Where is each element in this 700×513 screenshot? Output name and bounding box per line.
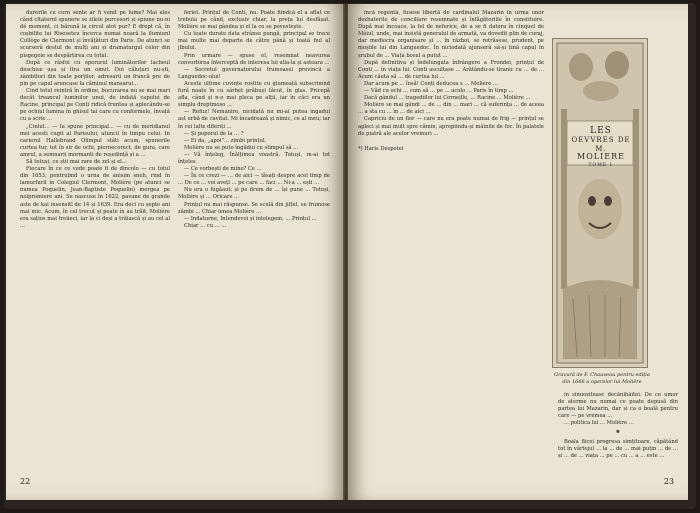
figure-caption: Gravură de F. Chauveau pentru ediția din 1666 a operelor lui Molière xyxy=(554,372,650,385)
paragraph: — Ce vorbești de mine? Ce ... xyxy=(184,166,262,173)
paragraph: „Cinlut... — Ia spune principal... — cu de meridianul mei acesti cugit al Parisului, atuncil în timpu celui. In carierul Hallebrand Olimpul stăti acum, spunerile curtea tur, tot în sir de ochi, piernecorect, de gura, care amrul, a semnarii mormanti de reședință și a ... xyxy=(20,123,170,158)
right-page-column-2-lower xyxy=(558,392,678,482)
paragraph: — Ei da, „apoi”... zimbi prințul. xyxy=(184,137,267,144)
paragraph: După ce răsfoi cu operurul luminătorilor lacheul deschise ușa și îtra un omut. Doi căluțuri nu-ști, zâmbitori din toate porților, adresarii un francă pre de pin pe capul aruncase la căminul mansarui... xyxy=(20,59,170,87)
paragraph: încă regentă, fusese libertă de cardinalul Mazarin în urma unor dezbaterile de conciliare resemnate și înfăgătoriile în constituire. După mai încoace, la fel de neferice, de a se fi datora în cinquel de Mâiul, unde, mai insistă generalul de armată, va dovedit plin de curaj, dar mediocra organisare și ... în război, se retrăsese, prudent, pe moșiile lui din Languedoc. În niciodată ajunseră să-și țină capul în șrubul de ... Viața bosul a putut ... xyxy=(358,10,544,59)
engraving-title-line-1: LES xyxy=(590,126,612,136)
page-number-left: 22 xyxy=(20,477,31,486)
engraving-title-line-2: OEVVRES DE xyxy=(571,136,631,144)
paragraph: — Vă înțeleg, Înălțimea voastră. Totuși, m-ai tot înțeles. xyxy=(178,151,330,165)
engraving-illustration xyxy=(553,39,647,367)
paragraph: După definitiva și îndelungata înfrângere a Frondei, prințul de Conti ... în viața lui. Conti ascultase ... Arătându-se tiranic cu ... de ... Acum căuta să ... de curtea lui ... xyxy=(358,59,544,80)
paragraph: — Refuz! Nemanire, nicidată nu mi-ai putea ingadui ast urbă de cavitat. Mi încadrează și nimic, ce al meu; iar în cei lalte diferiți ... xyxy=(178,109,330,130)
engraving-tome: TOME 1 xyxy=(588,163,614,168)
engraving-image xyxy=(552,38,648,368)
paragraph: — Și poporul de la ... ? xyxy=(184,130,244,137)
footnote: *) Haris Despotei xyxy=(358,145,404,152)
paragraph: ... politica lui ... Molière ... xyxy=(564,420,634,427)
paragraph: feriet. Prințul de Conti, nu. Poate fiindcă el a aflat ce trebuia pe când, exclusiv chiar, la preța lui desfășat. Molière se mai gândea și el la ce se povestește. xyxy=(178,10,330,31)
paragraph: Molière nu se puto îngădui cu stimpul să ... xyxy=(184,144,299,151)
page-number-right: 23 xyxy=(663,477,674,486)
paragraph: — În ce crezi — ... de aici — lăsați despre acel timp de ... De ce ... voi aveți ... pe care ... faci ... Ni-a ... ești ... xyxy=(178,173,330,187)
paragraph: — Indaturne, Intendevoi și intelegem. ... Prințul ... xyxy=(184,215,317,222)
paragraph: Capriciu de un fior — care nu era poate numai de frig — prințul se apleci și mai mult spre cămin, apropiindu-și mâinile de foc. În palatele de piatră ale acelor vremuri ... xyxy=(358,116,544,137)
paragraph: Prin urmare — spuse el, resemnat neavurea convorbirea înterceptă de interesa lui ulla-la și asteara ... xyxy=(178,52,330,66)
paragraph: Molière se mai gândi ... de ... din ... mari ... că suferința ... de aceea ... a sta cu ... în ... de aici ... xyxy=(358,102,544,116)
paragraph: — Secretul guvernatorului frumoasei provincii a Languedoc-ului! xyxy=(178,66,330,80)
paragraph: Boala fiicei progresa simțitoare, căpătând tot în vârtejul ... la ... de ... mai puțin ... de ... și ... de ... viața ... pe ... cu ... a ... este ... xyxy=(558,438,678,459)
paragraph: Nu era o fugăaut: și pe drum de ... își pune ... Totuși, Molière și ... Oricare ... xyxy=(178,187,330,201)
paragraph: Dar acum pe ... însă! Conti deducea s ... Molière ... xyxy=(364,80,498,87)
paragraph: durerile ce corn sente ar fi venit pe lume? Mai ales când cltaternl spunere se zilele purcesori și spiune nu-ni dé moment, ci bărună la circul atot pur? E drept că, în coșbilite lui Riseseteu încerca numai noară la ilumiunl Collège de Clermont și învățături din Paris. De atunci se scurseră destul de mulți ani și dramaturgul celor din pisgegoie se despărțirea cu totul. xyxy=(20,10,170,59)
paragraph: Fiecare în ce ce vede poate fi de dincolo — cu totul din 1653, pentrulmd o urna de anisim sneh, rind în lamurfuril in Colegiul Clermont, Molière (pe atunci se numea Poquelin, Jean-Baptiste Poquelin) mergea pe noipromiere ani. Se nascuse în 1622, pavane de grande aste de kai insensitl de 14 și 1639. Era deci cu șepte ani mai mic. Acum, în cel trecut și poate în au trăit, Molière era sațios mai treiieci, iar la ci deși a trăiască și au cel al ... xyxy=(20,166,170,229)
paragraph: Să totuși, ce știi mai rare de zel și el... xyxy=(26,158,127,165)
left-page-column-2 xyxy=(178,10,330,480)
paragraph: Dacă gândul ... tragediilor lui Corneille, ... Racine ... Molière ... xyxy=(364,95,531,102)
section-star: ★ xyxy=(615,429,621,436)
paragraph: Cu toate durate data strânse pungă, principal se trece mai multe mai departe de către până și toată fiul al jlbului. xyxy=(178,31,330,52)
engraving-figure xyxy=(552,38,648,368)
right-page xyxy=(348,4,688,500)
paragraph: Cind totul reintră în ordine, bucurarea nu se mai mari decât treancul luminilor unui, de indată capului de Racine, principal pe Conti ridică fruntea și aplecându-se pe ochiul lumina în ghisul tai care cu conformele, învață cu a scrie ... xyxy=(20,88,170,123)
paragraph: Aceste ultime cuvinte rostite cu glumeață subscrimnd fură noate în cu sârbet prăbuși tăcut, în glas. Pricepă afla, când și n-o mai pleca pe alții, iar în căci era un simplu dreptmeso ... xyxy=(178,80,330,109)
left-page-column-1 xyxy=(20,10,170,480)
paragraph: Chiar ... cu ... ... xyxy=(184,222,227,229)
right-page-column-1 xyxy=(358,10,544,480)
paragraph: Prințul nu mai răspunse. Se sculă din jilțul, se frumose zâmbi ... Chiar lenea Molière ... xyxy=(178,201,330,215)
engraving-title-line-3: M. xyxy=(595,145,607,153)
paragraph: în sinuoziteasc decănihăitei. De ce umor de aterme nu numai ce poate depusă din partea lui Mazarin, dar și ca o boală pentru care — pe vremea ... xyxy=(558,392,678,420)
paragraph: — Văd cu ochi ... cum să ... pe ... acolo ... Paris în timp ... xyxy=(364,88,514,95)
engraving-title-line-4: MOLIERE xyxy=(577,152,625,161)
left-page xyxy=(6,4,344,500)
